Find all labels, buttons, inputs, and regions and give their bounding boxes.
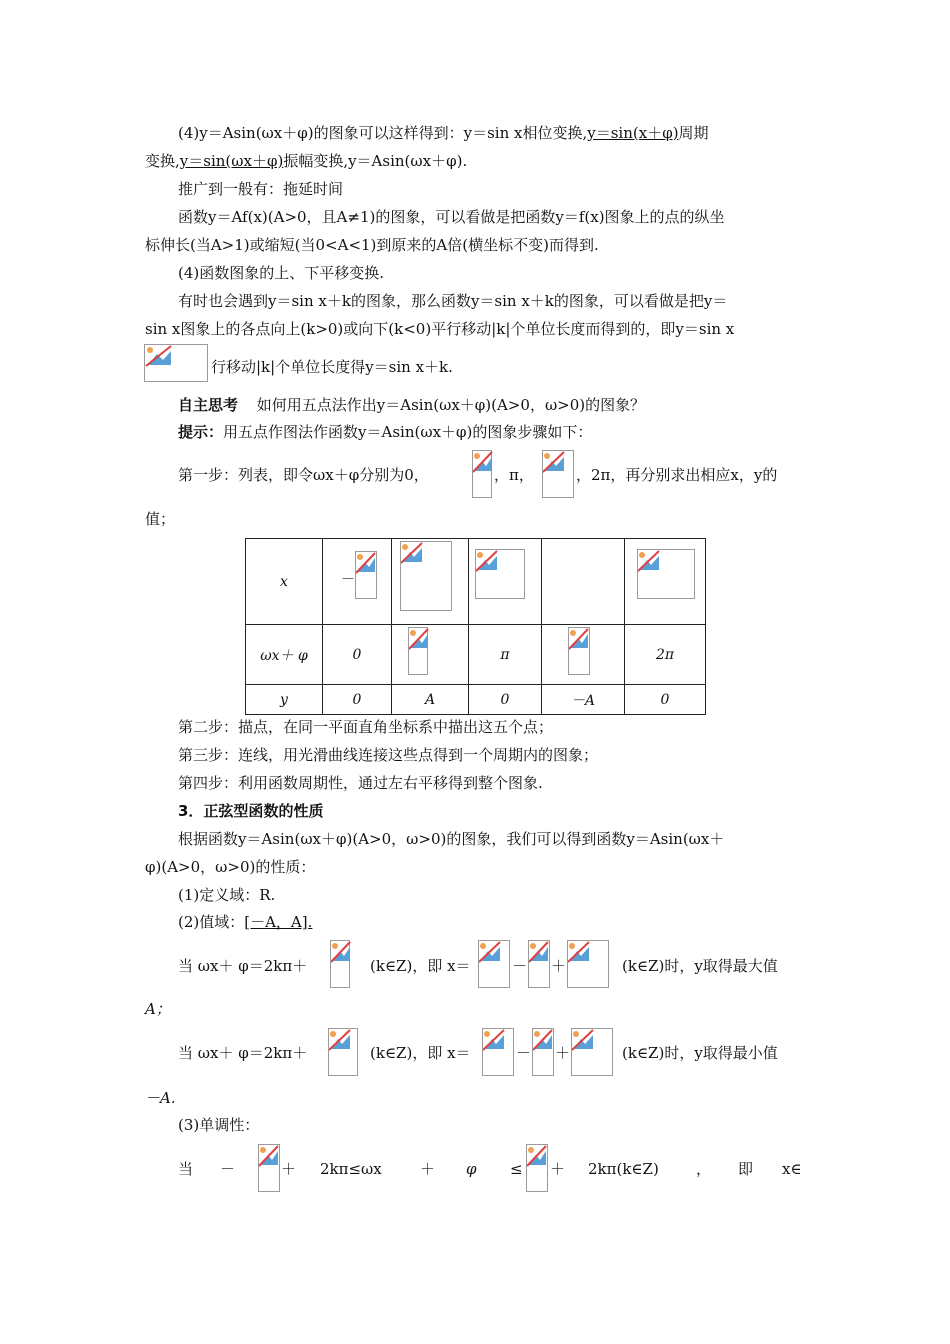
inequality-left: 2kπ≤ωx: [320, 1160, 382, 1178]
self-thinking: [178, 394, 645, 416]
text: 当: [178, 1160, 194, 1178]
cell: [392, 625, 469, 685]
para-shift-desc: sin x图象上的各点向上(k>0)或向下(k<0)平行移动|k|个单位长度而得到的，即y＝sin x: [145, 320, 735, 338]
para-vertical-shift: (4)函数图象的上、下平移变换.: [178, 264, 385, 282]
five-point-table: [245, 538, 706, 715]
max-x: (k∈Z)，即 x＝: [370, 957, 471, 975]
cell: 2π: [625, 625, 706, 685]
max-cond: 当 ωx＋ φ＝2kπ＋: [178, 957, 308, 975]
text: 变换,: [145, 152, 180, 170]
step2-text: 第二步：描点，在同一平面直角坐标系中描出这五个点；: [178, 718, 554, 736]
plus-sign: ＋: [551, 957, 567, 975]
hint-label: 提示：: [178, 423, 224, 441]
text: (4)y＝Asin(ωx＋φ)的图象可以这样得到：y＝sin x相位变换,: [178, 124, 588, 142]
cell: [625, 539, 706, 625]
think-label: 自主思考: [178, 396, 239, 414]
cell: 0: [323, 625, 392, 685]
broken-image-icon: [330, 940, 350, 988]
broken-image-icon: [528, 940, 550, 988]
max-result: (k∈Z)时，y取得最大值: [622, 957, 778, 975]
plus-sign: ＋: [420, 1160, 436, 1178]
cell: [323, 539, 392, 625]
plus-sign: ＋: [281, 1160, 297, 1178]
step3-text: 第三步：连线，用光滑曲线连接这些点得到一个周期内的图象；: [178, 746, 599, 764]
broken-image-icon: [478, 940, 510, 988]
underlined-formula: y＝sin(ωx＋φ): [179, 152, 284, 170]
broken-image-icon: [542, 450, 574, 498]
min-result: (k∈Z)时，y取得最小值: [622, 1044, 778, 1062]
domain-line: (1)定义域：R.: [178, 886, 276, 904]
table-row: [246, 625, 706, 685]
step1-pi: ，π，: [494, 466, 534, 484]
broken-image-icon: [408, 627, 428, 675]
row-head-x: x: [246, 539, 323, 625]
cell: [392, 539, 469, 625]
cell: 0: [469, 685, 542, 715]
text: 周期: [678, 124, 709, 142]
broken-image-icon: [328, 1028, 358, 1076]
broken-image-icon: [482, 1028, 514, 1076]
para-stretch: 标伸长(当A>1)或缩短(当0<A<1)到原来的A倍(横坐标不变)而得到.: [145, 236, 599, 254]
leq-sign: ≤: [510, 1160, 523, 1178]
cell-empty: [542, 539, 625, 625]
broken-image-icon: [144, 344, 208, 382]
cell: 0: [625, 685, 706, 715]
max-value: A；: [145, 1000, 171, 1018]
para-phase-transform: [178, 122, 709, 144]
para-sin-plus-k: 有时也会遇到y＝sin x＋k的图象，那么函数y＝sin x＋k的图象，可以看做是把y＝: [178, 292, 728, 310]
cell: A: [392, 685, 469, 715]
para-period-transform: [145, 150, 467, 172]
cell: 0: [323, 685, 392, 715]
think-question: 如何用五点法作出y＝Asin(ωx＋φ)(A>0，ω>0)的图象？: [256, 396, 646, 414]
table-row: [246, 685, 706, 715]
para-generalize: 推广到一般有：拖延时间: [178, 180, 344, 198]
range-line: [178, 911, 312, 933]
broken-image-icon: [472, 450, 492, 498]
step4-text: 第四步：利用函数周期性，通过左右平移得到整个图象.: [178, 774, 543, 792]
para-function-af: 函数y＝Af(x)(A>0，且A≠1)的图象，可以看做是把函数y＝f(x)图象上的点的纵坐: [178, 208, 725, 226]
inequality-right: 2kπ(k∈Z): [588, 1160, 659, 1178]
text: 振幅变换,y＝Asin(ωx＋φ).: [283, 152, 468, 170]
step1-tail: ，2π，再分别求出相应x，y的: [576, 466, 778, 484]
x-in: x∈: [782, 1160, 802, 1178]
cell: －A: [542, 685, 625, 715]
text: 即: [738, 1160, 754, 1178]
para-properties-cont: φ)(A>0，ω>0)的性质：: [145, 858, 316, 876]
underlined-formula: y＝sin(x＋φ): [587, 124, 679, 142]
text: (2)值域：: [178, 913, 245, 931]
row-head-phase: ωx＋ φ: [246, 625, 323, 685]
broken-image-icon: [258, 1144, 280, 1192]
broken-image-icon: [526, 1144, 548, 1192]
broken-image-icon: [475, 549, 525, 599]
step1-text: 第一步：列表，即令ωx＋φ分别为0，: [178, 466, 429, 484]
row-head-y: y: [246, 685, 323, 715]
table-row: [246, 539, 706, 625]
monotonicity-line: (3)单调性：: [178, 1116, 260, 1134]
min-x: (k∈Z)，即 x＝: [370, 1044, 471, 1062]
cell: [469, 539, 542, 625]
step1-values: 值；: [145, 510, 176, 528]
minus-sign: －: [220, 1160, 236, 1178]
plus-sign: ＋: [550, 1160, 566, 1178]
min-cond: 当 ωx＋ φ＝2kπ＋: [178, 1044, 308, 1062]
broken-image-icon: [567, 940, 609, 988]
broken-image-icon: [637, 549, 695, 599]
phi: φ: [466, 1160, 477, 1178]
broken-image-icon: [400, 541, 452, 611]
minus-sign: －: [516, 1044, 532, 1062]
broken-image-icon: [571, 1028, 613, 1076]
minus-sign: －: [341, 572, 355, 588]
broken-image-icon: [568, 627, 590, 675]
comma: ，: [696, 1160, 712, 1178]
minus-sign: －: [512, 957, 528, 975]
section-title: 3．正弦型函数的性质: [178, 802, 324, 820]
plus-sign: ＋: [555, 1044, 571, 1062]
cell: π: [469, 625, 542, 685]
min-value: －A.: [145, 1089, 176, 1107]
cell: [542, 625, 625, 685]
broken-image-icon: [532, 1028, 554, 1076]
para-shift-result: 行移动|k|个单位长度得y＝sin x＋k.: [211, 358, 453, 376]
hint: [178, 421, 592, 443]
broken-image-icon: [355, 551, 377, 599]
para-properties: 根据函数y＝Asin(ωx＋φ)(A>0，ω>0)的图象，我们可以得到函数y＝Asin(ωx＋: [178, 830, 725, 848]
underlined-range: [－A，A].: [244, 913, 313, 931]
hint-text: 用五点作图法作函数y＝Asin(ωx＋φ)的图象步骤如下：: [223, 423, 593, 441]
